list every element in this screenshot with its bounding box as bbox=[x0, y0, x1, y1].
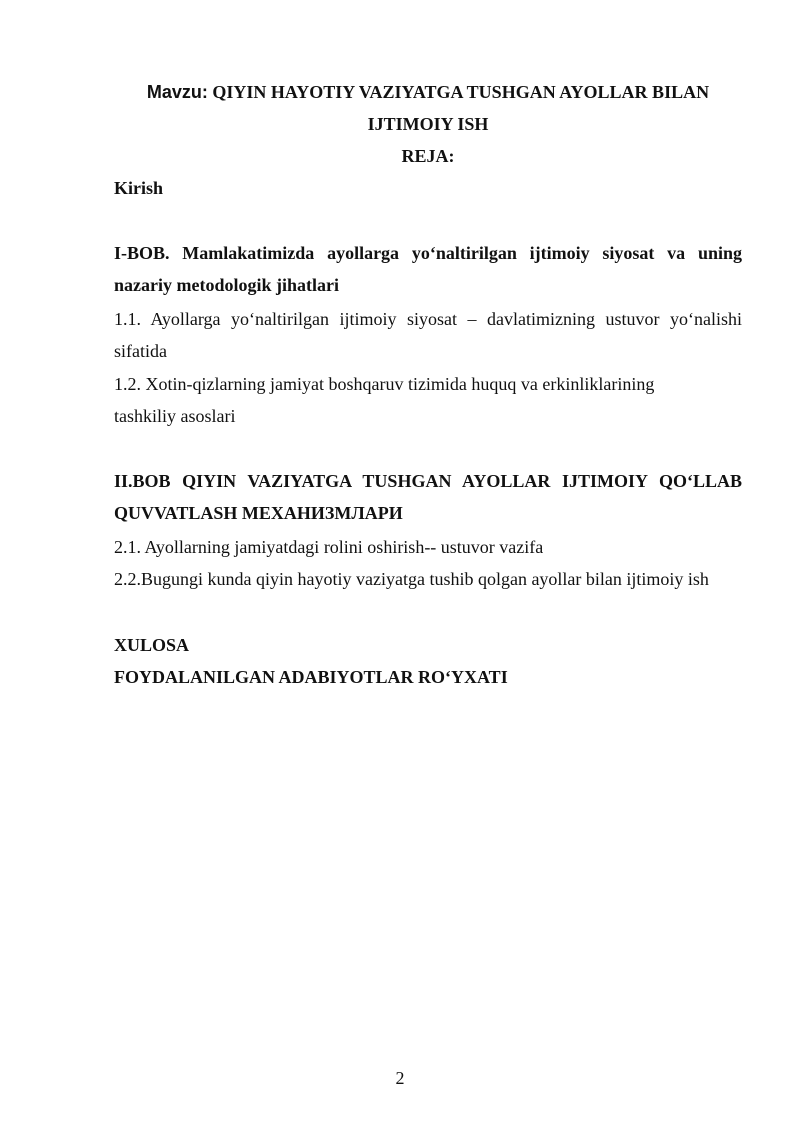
topic-title bbox=[114, 76, 742, 140]
chapter-1-heading-line-2: nazariy metodologik jihatlari bbox=[114, 275, 339, 295]
chapter-2-heading-line-2: QUVVATLASH МЕХАНИЗМЛАРИ bbox=[114, 503, 403, 523]
section-2-1: 2.1. Ayollarning jamiyatdagi rolini oshirish-- ustuvor vazifa bbox=[114, 537, 544, 557]
topic-title-line-1 bbox=[114, 76, 742, 108]
conclusion-heading: XULOSA bbox=[114, 635, 190, 655]
section-1-1-line-2: sifatida bbox=[114, 341, 167, 361]
chapter-1-heading-line-1: I-BOB. Mamlakatimizda ayollarga yo‘naltirilgan ijtimoiy siyosat va uning bbox=[114, 243, 742, 263]
chapter-2-heading-line-1: II.BOB QIYIN VAZIYATGA TUSHGAN AYOLLAR IJTIMOIY QO‘LLAB bbox=[114, 471, 742, 491]
page-number: 2 bbox=[395, 1068, 405, 1088]
topic-title-line-2: IJTIMOIY ISH bbox=[367, 114, 489, 134]
section-1-1-line-1: 1.1. Ayollarga yo‘naltirilgan ijtimoiy siyosat – davlatimizning ustuvor yo‘nalishi bbox=[114, 309, 742, 329]
section-1-2-line-1: 1.2. Xotin-qizlarning jamiyat boshqaruv tizimida huquq va erkinliklarining bbox=[114, 374, 655, 394]
intro-heading: Kirish bbox=[114, 178, 164, 198]
plan-heading: REJA: bbox=[401, 146, 455, 166]
section-2-2: 2.2.Bugungi kunda qiyin hayotiy vaziyatga tushib qolgan ayollar bilan ijtimoiy ish bbox=[114, 569, 709, 589]
references-heading: FOYDALANILGAN ADABIYOTLAR RO‘YXATI bbox=[114, 667, 508, 687]
topic-label: Mavzu: bbox=[146, 82, 208, 102]
topic-title-text-1: QIYIN HAYOTIY VAZIYATGA TUSHGAN AYOLLAR BILAN bbox=[212, 82, 710, 102]
section-1-2-line-2: tashkiliy asoslari bbox=[114, 406, 236, 426]
